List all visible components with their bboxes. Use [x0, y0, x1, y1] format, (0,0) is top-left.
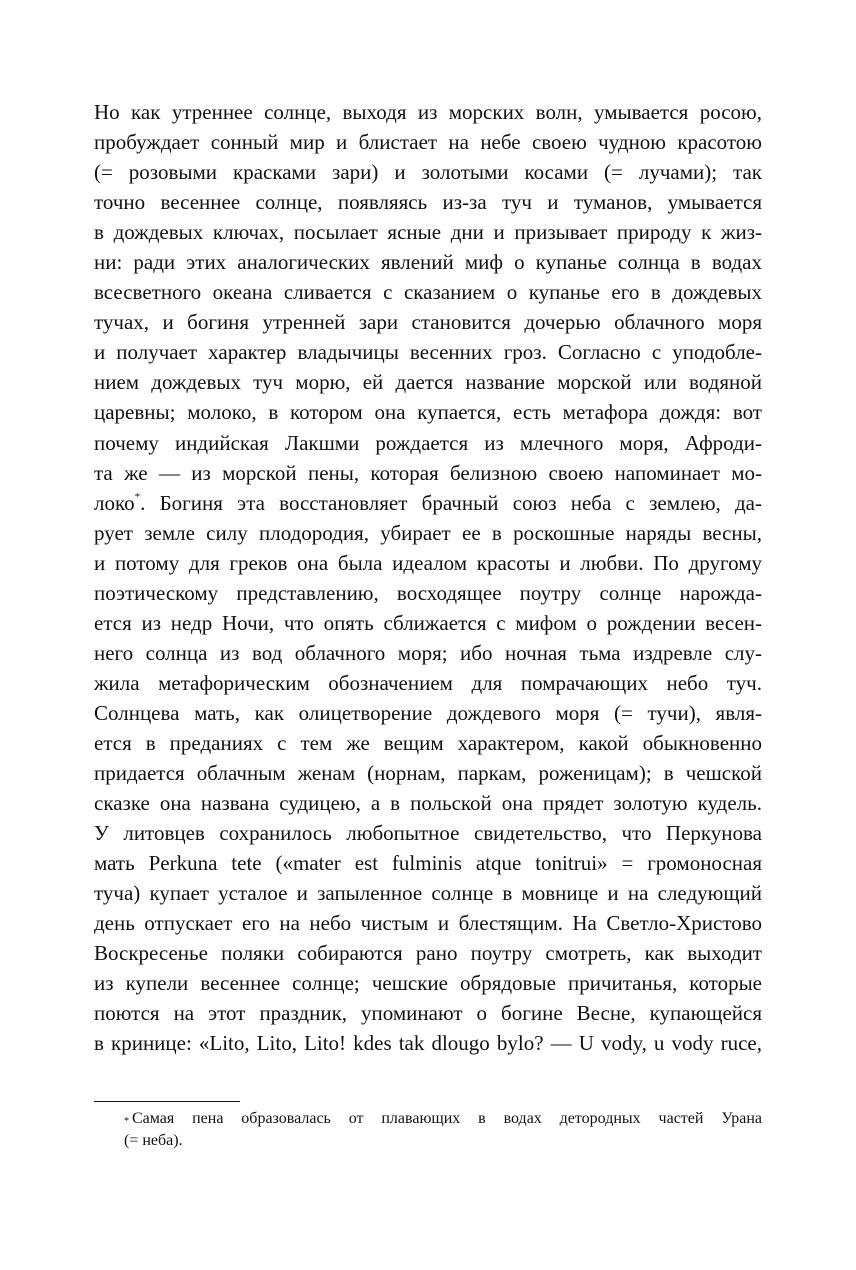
text-line-8: тучах, и богиня утренней зари становится дочерью облачного моря	[94, 310, 762, 335]
text-line-25: У литовцев сохранилось любопытное свидетельство, что Перкунова	[94, 821, 762, 846]
text-line-4: точно весеннее солнце, появляясь из-за туч и туманов, умывается	[94, 190, 762, 215]
text-line-15: рует земле силу плодородия, убирает ее в роскошные наряды весны,	[94, 520, 762, 545]
text-line-28: день отпускает его на небо чистым и блестящим. На Светло-Христово	[94, 911, 762, 936]
text-line-21: Солнцева мать, как олицетворение дождевого моря (= тучи), явля-	[94, 700, 762, 725]
text-line-1: Но как утреннее солнце, выходя из морских волн, умывается росою,	[94, 100, 762, 124]
text-line-12: почему индийская Лакшми рождается из млечного моря, Афроди-	[94, 430, 762, 455]
text-line-13: та же — из морской пены, которая белизною своею напоминает мо-	[94, 460, 762, 485]
text-line-6: ни: ради этих аналогических явлений миф о купанье солнца в водах	[94, 250, 762, 275]
text-line-3: (= розовыми красками зари) и золотыми косами (= лучами); так	[94, 160, 762, 185]
text-line-18: ется из недр Ночи, что опять сближается с мифом о рождении весен-	[94, 610, 762, 635]
footnote	[124, 1108, 762, 1152]
text-line-23: придается облачным женам (норнам, паркам, роженицам); в чешской	[94, 761, 762, 786]
text-line-29: Воскресенье поляки собираются рано поутру смотреть, как выходит	[94, 941, 762, 966]
text-line-22: ется в преданиях с тем же вещим характером, какой обыкновенно	[94, 730, 762, 755]
main-text	[94, 97, 762, 1059]
text-line-11: царевны; молоко, в котором она купается, есть метафора дождя: вот	[94, 400, 762, 425]
text-line-9: и получает характер владычицы весенних гроз. Согласно с уподобле-	[94, 340, 762, 365]
text-line-32: в кринице: «Lito, Lito, Lito! kdes tak dlougo bylo? — U vody, u vody ruce,	[94, 1031, 762, 1056]
text-line-31: поются на этот праздник, упоминают о богине Весне, купающейся	[94, 1001, 762, 1026]
footnote-line-1	[124, 1108, 762, 1130]
text-line-14-rest: Богиня эта восстановляет брачный союз неба с землею, да-	[159, 490, 762, 515]
text-line-2: пробуждает сонный мир и блистает на небе своею чудною красотою	[94, 130, 762, 155]
text-line-20: жила метафорическим обозначением для помрачающих небо туч.	[94, 670, 762, 695]
text-line-30: из купели весеннее солнце; чешские обрядовые причитанья, которые	[94, 971, 762, 996]
text-line-16: и потому для греков она была идеалом красоты и любви. По другому	[94, 550, 762, 575]
text-line-17: поэтическому представлению, восходящее поутру солнце нарожда-	[94, 580, 762, 605]
footnote-divider	[94, 1101, 240, 1102]
footnote-line-2: (= неба).	[124, 1132, 183, 1149]
text-line-14: локо*. Богиня эта восстановляет брачный союз неба с землею, да-	[94, 490, 762, 515]
text-line-5: в дождевых ключах, посылает ясные дни и призывает природу к жиз-	[94, 220, 762, 245]
footnote-reference[interactable]: *	[134, 490, 141, 503]
text-line-24: сказке она названа судицею, а в польской она прядет золотую кудель.	[94, 791, 762, 816]
text-line-14-start: локо	[94, 490, 135, 515]
footnote-marker: *	[124, 1116, 129, 1127]
text-line-10: нием дождевых туч морю, ей дается название морской или водяной	[94, 370, 762, 395]
text-line-27: туча) купает усталое и запыленное солнце в мовнице и на следующий	[94, 881, 762, 906]
footnote-text-1: Самая пена образовалась от плавающих в водах детородных частей Урана	[132, 1110, 762, 1127]
text-line-26: мать Perkuna tete («mater est fulminis atque tonitrui» = громоносная	[94, 851, 762, 876]
text-line-19: него солнца из вод облачного моря; ибо ночная тьма издревле слу-	[94, 640, 762, 665]
text-line-7: всесветного океана сливается с сказанием о купанье его в дождевых	[94, 280, 762, 305]
